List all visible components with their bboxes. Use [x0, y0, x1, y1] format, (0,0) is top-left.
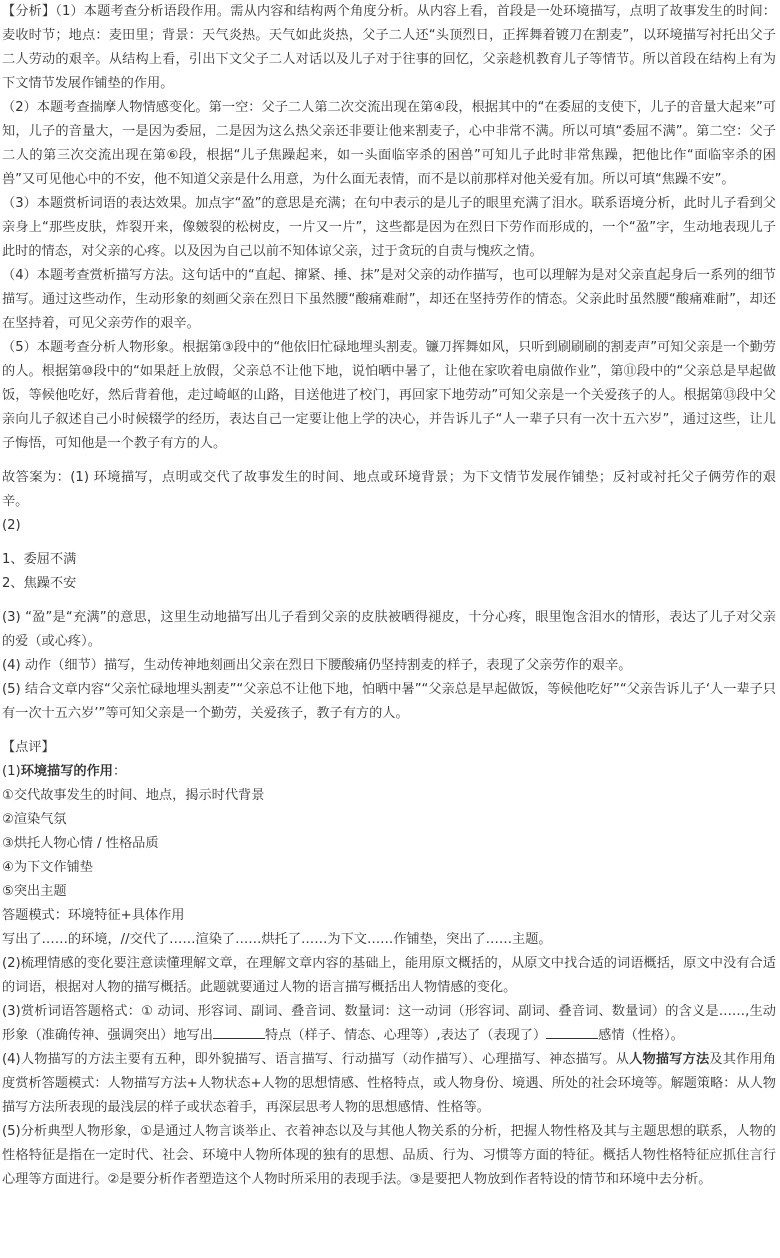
analysis-paragraph-3: （3）本题赏析词语的表达效果。加点字“盈”的意思是充满；在句中表示的是儿子的眼里充满了泪水。联系语境分析，此时儿子看到父亲身上“那些皮肤，炸裂开来，像皴裂的松树皮，一片又一片”，这些都是因为在烈日下劳作而形成的，一个“盈”字，生动地表现儿子此时的情态，对父亲的心疼。以及因为自己以前不知体谅父亲，过于贪玩的自责与愧疚之情。 [2, 196, 776, 259]
comment-point-3 [2, 1000, 776, 1048]
comment-point-1-item-4: ④为下文作铺垫 [2, 860, 93, 875]
comment-point-1-item-3: ③烘托人物心情 / 性格品质 [2, 836, 159, 851]
blank-line [213, 1024, 265, 1039]
comment-title: 【点评】 [2, 740, 55, 755]
comment-point-4-part-b: 及其作用角度赏析答题模式：人物描写方法+人物状态+人物的思想情感、性格特点，或人物身份、境遇、所处的社会环境等。解题策略：从人物描写方法所表现的最浅层的样子或状态着手，再深层思考人物的思想感情、性格等。 [2, 1052, 776, 1115]
answer-1: 故答案为：(1) 环境描写，点明或交代了故事发生的时间、地点或环境背景；为下文情节发展作铺垫；反衬或衬托父子俩劳作的艰辛。 [2, 470, 776, 509]
comment-point-1-item-1: ①交代故事发生的时间、地点，揭示时代背景 [2, 788, 265, 803]
comment-point-4-part-a: (4)人物描写的方法主要有五种，即外貌描写、语言描写、行动描写（动作描写）、心理描写、神态描写。从 [2, 1052, 630, 1067]
comment-point-2: (2)梳理情感的变化要注意读懂理解文章，在理解文章内容的基础上，能用原文概括的，从原文中找合适的词语概括，原文中没有合适的词语，根据对人物的描写概括。此题就要通过人物的语言描写概括出人物情感的变化。 [2, 956, 776, 995]
comment-point-5: (5)分析典型人物形象，①是通过人物言谈举止、衣着神态以及与其他人物关系的分析，把握人物性格及其与主题思想的联系，人物的性格特征是指在一定时代、社会、环境中人物所体现的独有的思想、品质、行为、习惯等方面的特征。概括人物性格特征应抓住言行心理等方面进行。②是要分析作者塑造这个人物时所采用的表现手法。③是要把人物放到作者特设的情节和环境中去分析。 [2, 1124, 776, 1187]
answer-4: (4) 动作（细节）描写，生动传神地刻画出父亲在烈日下腰酸痛仍坚持割麦的样子，表现了父亲劳作的艰辛。 [2, 658, 632, 673]
comment-point-4-bold: 人物描写方法 [629, 1052, 710, 1067]
answer-section [2, 466, 776, 726]
analysis-paragraph-4: （4）本题考查赏析描写方法。这句话中的“直起、撺紧、捶、抹”是对父亲的动作描写，也可以理解为是对父亲直起身后一系列的细节描写。通过这些动作，生动形象的刻画父亲在烈日下虽然腰“酸痛难耐”，却还在坚持劳作的情态。父亲此时虽然腰“酸痛难耐”，却还在坚持着，可见父亲劳作的艰辛。 [2, 268, 776, 331]
analysis-paragraph-5: （5）本题考查分析人物形象。根据第③段中的“他依旧忙碌地埋头割麦。镰刀挥舞如风，只听到刷刷刷的割麦声”可知父亲是一个勤劳的人。根据第⑩段中的“如果赶上放假，父亲总不让他下地，说怕晒中暑了，让他在家吹着电扇做作业”，第⑪段中的“父亲总是早起做饭，等候他吃好，然后背着他，走过崎岖的山路，目送他进了校门，再回家下地劳动”可知父亲是一个关爱孩子的人。根据第⑬段中父亲向儿子叙述自己小时候辍学的经历，表达自己一定要让他上学的决心，并告诉儿子“人一辈子只有一次十五六岁”，通过这些，让儿子悔悟，可知他是一个教子有方的人。 [2, 340, 776, 451]
comment-point-1-mode: 答题模式：环境特征+具体作用 [2, 908, 185, 923]
comment-point-1-bold: 环境描写的作用 [20, 764, 113, 779]
comment-point-3-part-c: 感情（性格）。 [598, 1028, 684, 1043]
blank-line [546, 1024, 598, 1039]
analysis-paragraph-2: （2）本题考查揣摩人物情感变化。第一空：父子二人第二次交流出现在第④段，根据其中的“在委屈的支使下，儿子的音量大起来”可知，儿子的音量大，一是因为委屈，二是因为这么热父亲还非要让他来割麦子，心中非常不满。所以可填“委屈不满”。第二空：父子二人的第三次交流出现在第⑥段，根据“儿子焦躁起来，如一头面临宰杀的困兽”可知儿子此时非常焦躁，把他比作“面临宰杀的困兽”又可见他心中的不安，他不知道父亲是什么用意，为什么面无表情，而不是以前那样对他关爱有加。所以可填“焦躁不安”。 [2, 100, 776, 187]
comment-point-1-suffix: ： [113, 764, 127, 779]
comment-point-4 [2, 1048, 776, 1120]
answer-2-item-2: 2、焦躁不安 [2, 576, 77, 591]
comment-point-3-part-a: (3)赏析词语答题格式：① 动词、形容词、副词、叠音词、数量词：这一动词（形容词、副词、叠音词、数量词）的含义是……,生动形象（准确传神、强调突出）地写出 [2, 1004, 776, 1043]
answer-3: (3) “盈”是“充满”的意思，这里生动地描写出儿子看到父亲的皮肤被晒得褪皮，十分心疼，眼里饱含泪水的情形，表达了儿子对父亲的爱（或心疼）。 [2, 610, 776, 649]
answer-5: (5) 结合文章内容“父亲忙碌地埋头割麦”“父亲总不让他下地，怕晒中暑”“父亲总是早起做饭，等候他吃好”“父亲告诉儿子‘人一辈子只有一次十五六岁’”等可知父亲是一个勤劳，关爱孩子，教子有方的人。 [2, 682, 776, 721]
comment-point-3-part-b: 特点（样子、情态、心理等）,表达了（表现了） [265, 1028, 547, 1043]
answer-2-item-1: 1、委屈不满 [2, 552, 77, 567]
comment-point-1-template: 写出了……的环境，//交代了……渲染了……烘托了……为下文……作铺垫，突出了……主题。 [2, 932, 552, 947]
comment-point-1-heading [2, 760, 776, 784]
analysis-section [2, 0, 776, 456]
comment-point-1-item-5: ⑤突出主题 [2, 884, 67, 899]
comment-point-1-item-2: ②渲染气氛 [2, 812, 67, 827]
comment-point-1-prefix: (1) [2, 764, 21, 779]
comment-section [2, 736, 776, 1192]
analysis-paragraph-1: 【分析】（1）本题考查分析语段作用。需从内容和结构两个角度分析。从内容上看，首段是一处环境描写，点明了故事发生的时间：麦收时节；地点：麦田里；背景：天气炎热。天气如此炎热，父子二人还“头顶烈日，正挥舞着镀刀在割麦”，以环境描写衬托出父子二人劳动的艰辛。从结构上看，引出下文父子二人对话以及儿子对于往事的回忆，父亲趁机教育儿子等情节。所以首段在结构上有为下文情节发展作铺垫的作用。 [2, 4, 776, 91]
answer-2-label: (2) [2, 518, 21, 533]
